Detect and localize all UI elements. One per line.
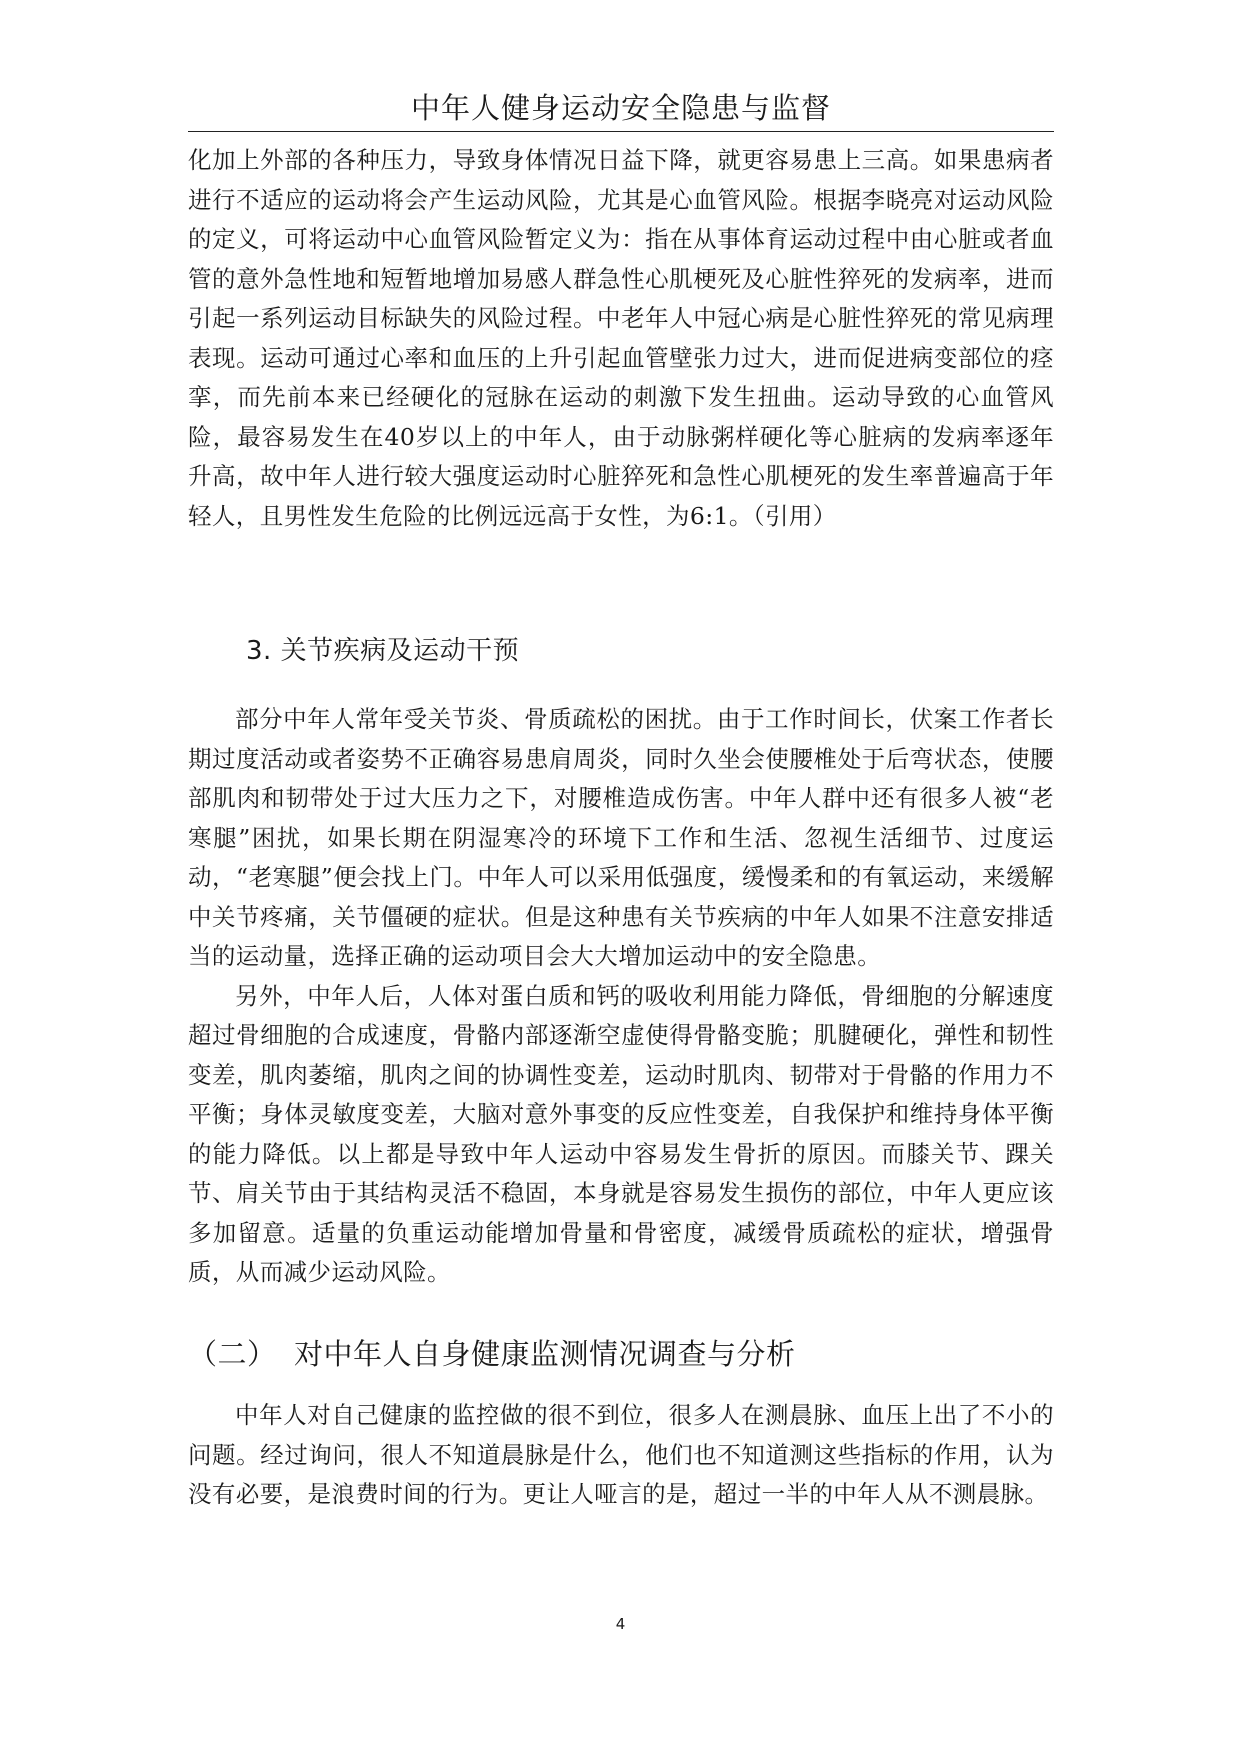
section-body bbox=[188, 1396, 1054, 1515]
section-title: 对中年人自身健康监测情况调查与分析 bbox=[294, 1337, 796, 1371]
section-number: （二） bbox=[188, 1337, 277, 1371]
header-divider bbox=[188, 131, 1054, 132]
subsection-body bbox=[188, 700, 1054, 1293]
subsection-heading-joint-disease: 3. 关节疾病及运动干预 bbox=[246, 636, 520, 666]
section-heading-health-monitoring bbox=[188, 1332, 796, 1376]
paragraph-bone-health: 另外，中年人后，人体对蛋白质和钙的吸收利用能力降低，骨细胞的分解速度超过骨细胞的合成速度，骨骼内部逐渐空虚使得骨骼变脆；肌腱硬化，弹性和韧性变差，肌肉萎缩，肌肉之间的协调性变差，运动时肌肉、韧带对于骨骼的作用力不平衡；身体灵敏度变差，大脑对意外事变的反应性变差，自我保护和维持身体平衡的能力降低。以上都是导致中年人运动中容易发生骨折的原因。而膝关节、踝关节、肩关节由于其结构灵活不稳固，本身就是容易发生损伤的部位，中年人更应该多加留意。适量的负重运动能增加骨量和骨密度，减缓骨质疏松的症状，增强骨质，从而减少运动风险。 bbox=[188, 981, 1054, 1286]
paragraph-health-monitoring: 中年人对自己健康的监控做的很不到位，很多人在测晨脉、血压上出了不小的问题。经过询问，很人不知道晨脉是什么，他们也不知道测这些指标的作用，认为没有必要，是浪费时间的行为。更让人哑言的是，超过一半的中年人从不测晨脉。 bbox=[188, 1401, 1054, 1508]
body-paragraph-continued bbox=[188, 141, 1054, 536]
running-header-title: 中年人健身运动安全隐患与监督 bbox=[410, 91, 831, 125]
paragraph-cardiovascular-risk: 化加上外部的各种压力，导致身体情况日益下降，就更容易患上三高。如果患病者进行不适应的运动将会产生运动风险，尤其是心血管风险。根据李晓亮对运动风险的定义，可将运动中心血管风险暂定义为：指在从事体育运动过程中由心脏或者血管的意外急性地和短暂地增加易感人群急性心肌梗死及心脏性猝死的发病率，进而引起一系列运动目标缺失的风险过程。中老年人中冠心病是心脏性猝死的常见病理表现。运动可通过心率和血压的上升引起血管壁张力过大，进而促进病变部位的痉挛，而先前本来已经硬化的冠脉在运动的刺激下发生扭曲。运动导致的心血管风险，最容易发生在40岁以上的中年人，由于动脉粥样硬化等心脏病的发病率逐年升高，故中年人进行较大强度运动时心脏猝死和急性心肌梗死的发生率普遍高于年轻人，且男性发生危险的比例远远高于女性，为6:1。（引用） bbox=[188, 146, 1054, 530]
paragraph-joint-disease: 部分中年人常年受关节炎、骨质疏松的困扰。由于工作时间长，伏案工作者长期过度活动或者姿势不正确容易患肩周炎，同时久坐会使腰椎处于后弯状态，使腰部肌肉和韧带处于过大压力之下，对腰椎造成伤害。中年人群中还有很多人被“老寒腿”困扰，如果长期在阴湿寒冷的环境下工作和生活、忽视生活细节、过度运动，“老寒腿”便会找上门。中年人可以采用低强度，缓慢柔和的有氧运动，来缓解中关节疼痛，关节僵硬的症状。但是这种患有关节疾病的中年人如果不注意安排适当的运动量，选择正确的运动项目会大大增加运动中的安全隐患。 bbox=[188, 705, 1054, 970]
page-number: 4 bbox=[615, 1615, 626, 1633]
